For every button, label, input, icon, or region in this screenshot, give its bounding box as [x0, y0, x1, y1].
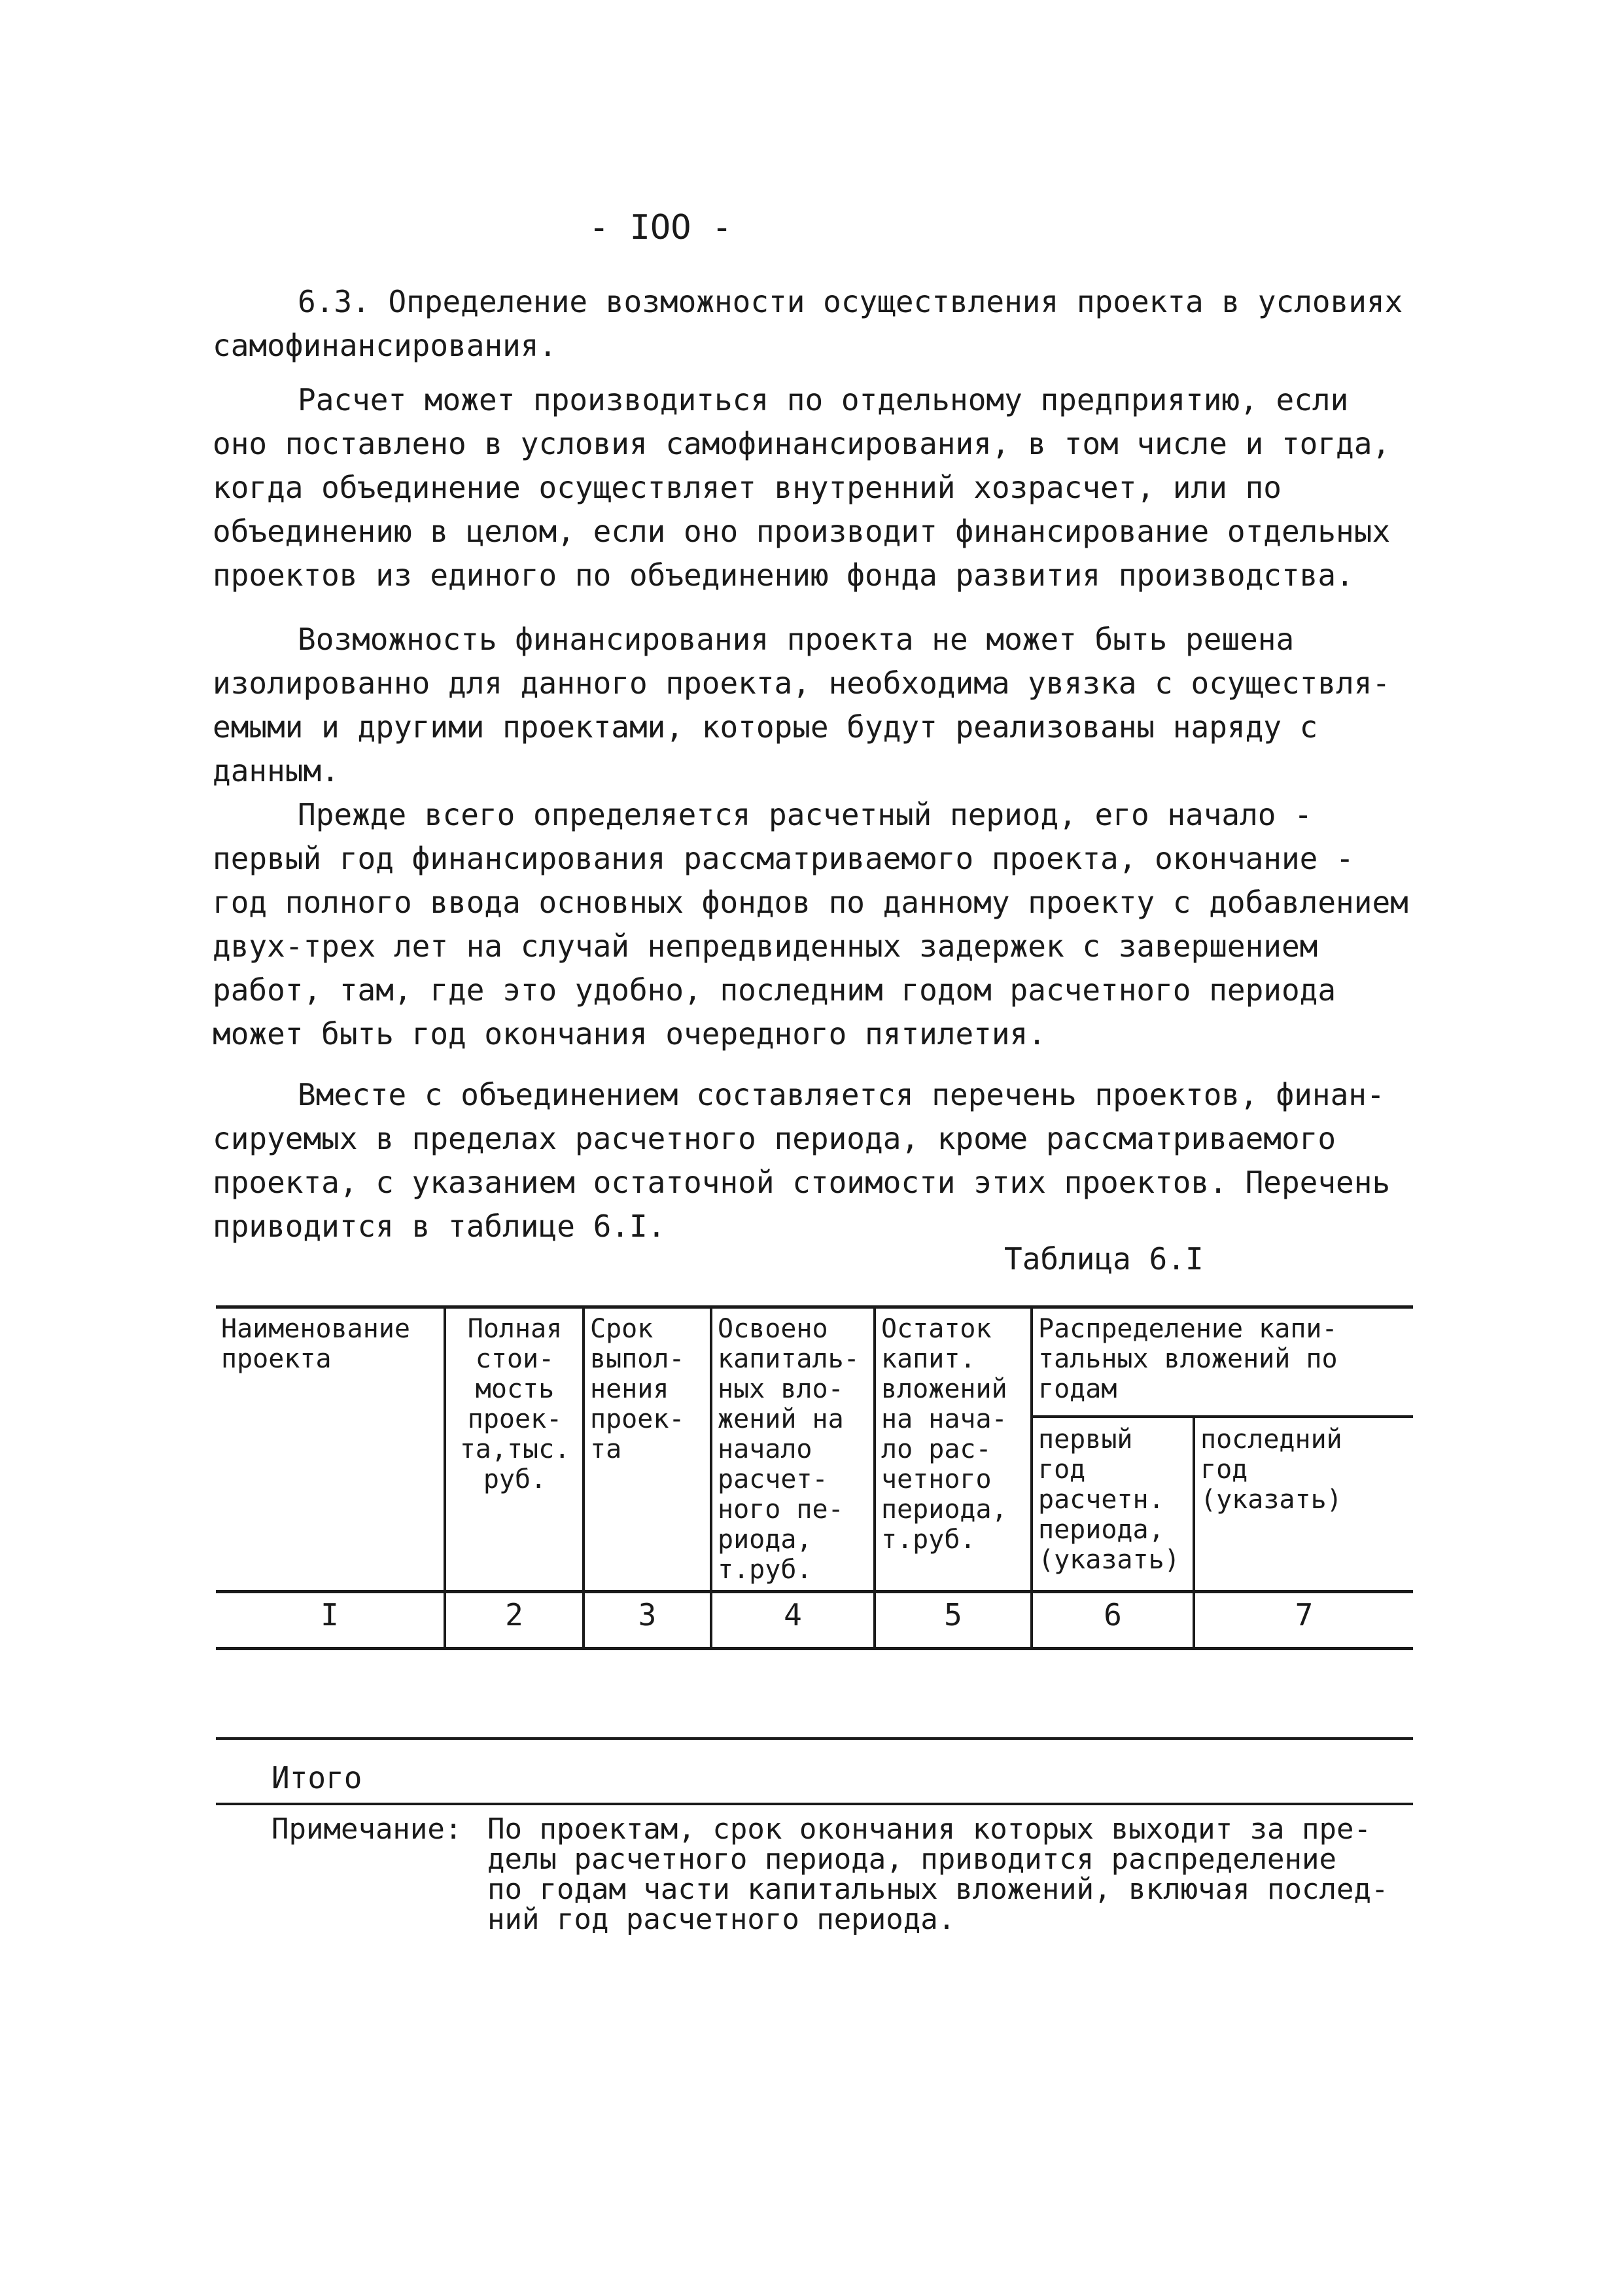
- text-line: проекта, с указанием остаточной стоимости этих проектов. Перечень: [213, 1165, 1391, 1200]
- text-line: оно поставлено в условия самофинансирования, в том числе и тогда,: [213, 426, 1391, 461]
- column-number: 3: [584, 1592, 711, 1649]
- text-line: сируемых в пределах расчетного периода, кроме рассматриваемого: [213, 1121, 1336, 1156]
- text-line: Вместе с объединением составляется перечень проектов, финан-: [298, 1077, 1385, 1112]
- text-line: приводится в таблице 6.I.: [213, 1209, 666, 1244]
- table-6-1: [216, 1305, 1413, 1650]
- table-row: [216, 1592, 1413, 1649]
- column-number: 7: [1194, 1592, 1413, 1649]
- header-first-year: первый год расчетн. периода, (указать): [1032, 1417, 1194, 1591]
- column-number: 5: [875, 1592, 1032, 1649]
- paragraph-3: [213, 793, 1410, 1056]
- text-line: год полного ввода основных фондов по данному проекту с добавлением: [213, 885, 1408, 920]
- text-line: По проектам, срок окончания которых выходит за пре-: [487, 1812, 1372, 1846]
- text-line: ний год расчетного периода.: [487, 1903, 956, 1936]
- table-caption: Таблица 6.I: [1004, 1241, 1204, 1277]
- text-line: Возможность финансирования проекта не может быть решена: [298, 622, 1295, 657]
- header-duration: Срок выпол- нения проек- та: [584, 1307, 711, 1592]
- text-line: может быть год окончания очередного пятилетия.: [213, 1016, 1046, 1051]
- note-label: Примечание:: [271, 1812, 462, 1846]
- column-number: 4: [711, 1592, 875, 1649]
- data-table: [216, 1305, 1413, 1650]
- text-line: проектов из единого по объединению фонда развития производства.: [213, 557, 1354, 593]
- paragraph-1: [213, 378, 1410, 597]
- paragraph-4: [213, 1073, 1410, 1248]
- divider: [216, 1737, 1413, 1740]
- divider: [216, 1803, 1413, 1805]
- text-line: данным.: [213, 753, 340, 788]
- text-line: емыми и другими проектами, которые будут реализованы наряду с: [213, 709, 1318, 745]
- text-line: двух-трех лет на случай непредвиденных задержек с завершением: [213, 928, 1318, 964]
- paragraph-2: [213, 618, 1410, 793]
- page-number: - IOO -: [589, 208, 733, 247]
- header-project-name: Наименование проекта: [216, 1307, 445, 1592]
- header-invested: Освоено капиталь- ных вло- жений на начало расчет- ного пе- риода, т.руб.: [711, 1307, 875, 1592]
- header-last-year: последний год (указать): [1194, 1417, 1413, 1591]
- header-full-cost: Полная стои- мость проек- та,тыс. руб.: [445, 1307, 584, 1592]
- text-line: по годам части капитальных вложений, включая послед-: [487, 1873, 1389, 1906]
- text-line: объединению в целом, если оно производит финансирование отдельных: [213, 514, 1391, 549]
- text-line: когда объединение осуществляет внутренний хозрасчет, или по: [213, 470, 1282, 505]
- total-label: Итого: [271, 1760, 362, 1795]
- text-line: делы расчетного периода, приводится распределение: [487, 1843, 1337, 1876]
- header-remaining: Остаток капит. вложений на нача- ло рас- четного периода, т.руб.: [875, 1307, 1032, 1592]
- text-line: первый год финансирования рассматриваемого проекта, окончание -: [213, 841, 1354, 876]
- text-line: самофинансирования.: [213, 328, 557, 363]
- header-distribution-group: Распределение капи- тальных вложений по годам: [1032, 1307, 1413, 1417]
- text-line: изолированно для данного проекта, необходима увязка с осуществля-: [213, 665, 1391, 701]
- section-heading: [213, 280, 1410, 368]
- column-number: I: [216, 1592, 445, 1649]
- text-line: работ, там, где это удобно, последним годом расчетного периода: [213, 972, 1336, 1008]
- note-text: [487, 1814, 1423, 1935]
- text-line: 6.3. Определение возможности осуществления проекта в условиях: [298, 284, 1403, 319]
- text-line: Расчет может производиться по отдельному предприятию, если: [298, 382, 1349, 417]
- column-number: 2: [445, 1592, 584, 1649]
- column-number: 6: [1032, 1592, 1194, 1649]
- text-line: Прежде всего определяется расчетный период, его начало -: [298, 797, 1312, 832]
